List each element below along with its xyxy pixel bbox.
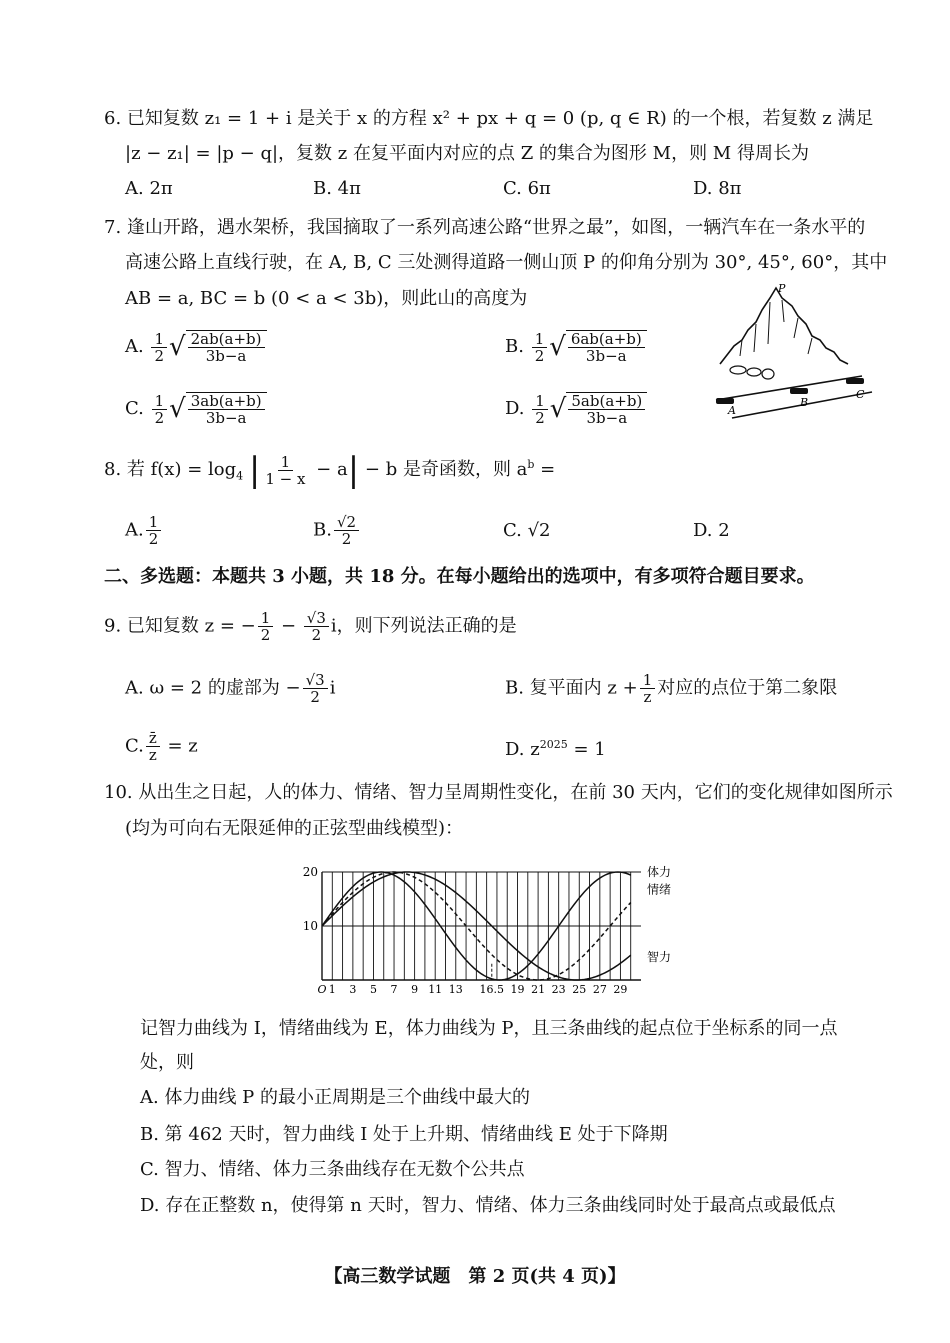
q8-option-c[interactable]: C. √2 — [503, 520, 551, 541]
x-tick-label: 11 — [428, 983, 443, 996]
q6-option-d[interactable]: D. 8π — [693, 178, 742, 199]
x-tick-label: O — [317, 983, 327, 996]
x-tick-label: 29 — [613, 983, 628, 996]
x-tick-label: 5 — [369, 983, 377, 996]
label-a: A — [728, 404, 736, 417]
q10-option-b[interactable]: B. 第 462 天时，智力曲线 I 处于上升期、情绪曲线 E 处于下降期 — [140, 1124, 668, 1145]
x-tick-label: 1 — [328, 983, 336, 996]
legend-label: 体力 — [647, 865, 672, 879]
q6-line-1: 6. 已知复数 z₁ = 1 + i 是关于 x 的方程 x² + px + q = 0 (p, q ∈ R) 的一个根，若复数 z 满足 — [104, 108, 874, 129]
q9-option-b[interactable]: B. 复平面内 z + $\frac{1}{z}$ 对应的点位于第二象限 — [505, 671, 838, 706]
q9-option-a[interactable]: A. ω = 2 的虚部为 − $\frac{√3}{2}$ i — [125, 671, 336, 706]
y-tick-label: 10 — [302, 919, 318, 933]
mountain-outline — [720, 288, 848, 364]
x-tick-label: 25 — [572, 983, 587, 996]
q6-line-2: |z − z₁| = |p − q|，复数 z 在复平面内对应的点 Z 的集合为图形 M，则 M 得周长为 — [125, 143, 809, 164]
q9-stem: 9. 已知复数 z = − $\frac{1}{2}$ − $\frac{√3}{2}$ i，则下列说法正确的是 — [104, 609, 517, 644]
rock-3 — [762, 369, 774, 379]
x-tick-label: 7 — [390, 983, 398, 996]
q9-option-c[interactable]: C. $\frac{z̄}{z}$ = z — [125, 729, 198, 764]
mountain-figure — [712, 282, 878, 422]
q6-option-b[interactable]: B. 4π — [313, 178, 361, 199]
x-tick-label: 21 — [531, 983, 546, 996]
q6-option-c[interactable]: C. 6π — [503, 178, 551, 199]
rock-1 — [730, 366, 746, 374]
q7-option-d[interactable]: D. $\frac{1}{2}$ √ $\frac{5ab(a+b)}{3b-a}$ — [505, 392, 647, 426]
q7-line-1: 7. 逢山开路，遇水架桥，我国摘取了一系列高速公路“世界之最”，如图，一辆汽车在一条水平的 — [104, 217, 866, 238]
x-tick-label: 13 — [448, 983, 463, 996]
q10-line-3: 记智力曲线为 I，情绪曲线为 E，体力曲线为 P，且三条曲线的起点位于坐标系的同一点 — [140, 1018, 838, 1039]
q7-line-2: 高速公路上直线行驶，在 A, B, C 三处测得道路一侧山顶 P 的仰角分别为 30°, 45°, 60°，其中 — [125, 252, 888, 273]
q10-option-d[interactable]: D. 存在正整数 n，使得第 n 天时，智力、情绪、体力三条曲线同时处于最高点或最低点 — [140, 1195, 836, 1216]
q10-option-c[interactable]: C. 智力、情绪、体力三条曲线存在无数个公共点 — [140, 1159, 525, 1180]
q8-option-a[interactable]: A. $\frac{1}{2}$ — [125, 514, 163, 547]
x-tick-label: 27 — [592, 983, 607, 996]
car-c — [846, 378, 864, 384]
x-tick-label: 23 — [551, 983, 566, 996]
chart-grid — [322, 872, 641, 980]
q8-stem: 8. 若 $f(x) = \log_4$ | $\frac{1}{1 - x}$ − a| − b 是奇函数，则 $a^b$ = — [104, 450, 556, 490]
q7-option-c[interactable]: C. $\frac{1}{2}$ √ $\frac{3ab(a+b)}{3b-a}$ — [125, 392, 267, 426]
q7-option-a[interactable]: A. $\frac{1}{2}$ √ $\frac{2ab(a+b)}{3b-a}$ — [125, 330, 267, 364]
rock-2 — [747, 368, 761, 376]
q10-option-a[interactable]: A. 体力曲线 P 的最小正周期是三个曲线中最大的 — [140, 1087, 530, 1108]
biorhythm-chart — [296, 852, 686, 1002]
legend-label: 智力 — [647, 950, 672, 965]
q6-option-a[interactable]: A. 2π — [125, 178, 173, 199]
q8-option-d[interactable]: D. 2 — [693, 520, 730, 541]
label-c: C — [856, 388, 865, 401]
x-tick-label: 9 — [411, 983, 419, 996]
legend-label: 情绪 — [647, 882, 672, 897]
label-b: B — [800, 396, 809, 409]
q7-option-b[interactable]: B. $\frac{1}{2}$ √ $\frac{6ab(a+b)}{3b-a}$ — [505, 330, 647, 364]
y-tick-label: 20 — [302, 865, 318, 879]
label-p: P — [778, 282, 786, 295]
q10-line-2: (均为可向右无限延伸的正弦型曲线模型)： — [125, 818, 464, 839]
q10-line-4: 处，则 — [140, 1052, 194, 1073]
q7-line-3: AB = a, BC = b (0 < a < 3b)，则此山的高度为 — [125, 288, 528, 309]
car-b — [790, 388, 808, 394]
section-2-heading: 二、多选题：本题共 3 小题，共 18 分。在每小题给出的选项中，有多项符合题目要求。 — [104, 566, 815, 587]
q10-line-1: 10. 从出生之日起，人的体力、情绪、智力呈周期性变化，在前 30 天内，它们的变化规律如图所示 — [104, 782, 893, 803]
q8-option-b[interactable]: B. $\frac{√2}{2}$ — [313, 514, 361, 547]
x-tick-label: 19 — [510, 983, 525, 996]
page-footer: 【高三数学试题 第 2 页(共 4 页)】 — [324, 1266, 626, 1287]
x-tick-label: 16.5 — [479, 983, 505, 996]
x-tick-label: 3 — [349, 983, 357, 996]
q9-option-d[interactable]: D. $z^{2025} = 1$ — [505, 738, 606, 760]
road-line-1 — [716, 376, 862, 400]
